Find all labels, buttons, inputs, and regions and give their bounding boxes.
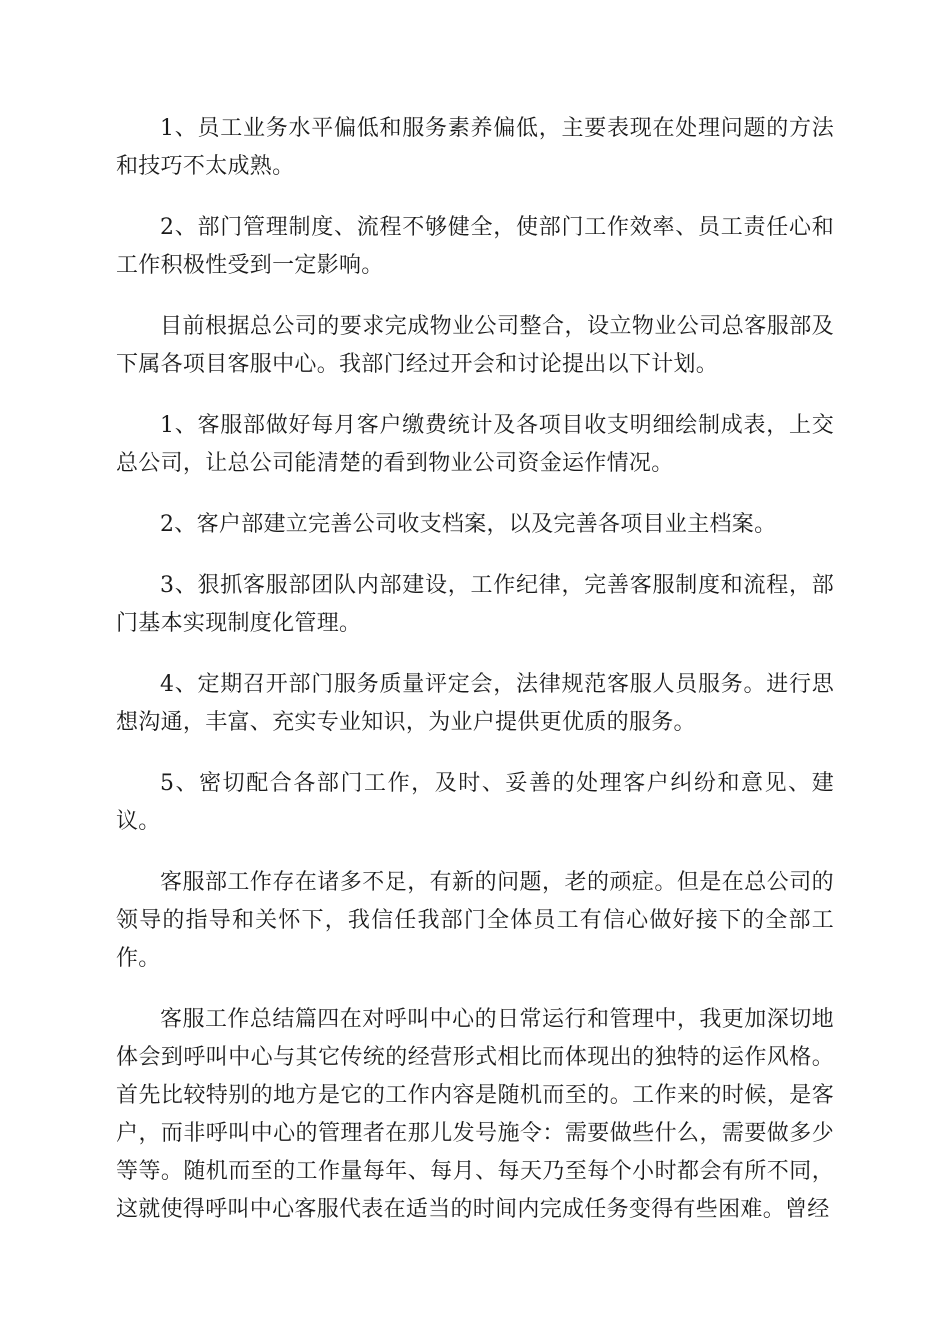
paragraph-8: 5、密切配合各部门工作，及时、妥善的处理客户纠纷和意见、建议。 <box>116 771 834 834</box>
paragraph-5: 2、客户部建立完善公司收支档案，以及完善各项目业主档案。 <box>160 512 777 537</box>
paragraph-10: 客服工作总结篇四在对呼叫中心的日常运行和管理中，我更加深切地体会到呼叫中心与其它传统的经营形式相比而体现出的独特的运作风格。首先比较特别的地方是它的工作内容是随机而至的。工作来的时候，是客户，而非呼叫中心的管理者在那儿发号施令：需要做些什么，需要做多少等等。随机而至的工作量每年、每月、每天乃至每个小时都会有所不同，这就使得呼叫中心客服代表在适当的时间内完成任务变得有些困难。曾经 <box>116 1007 834 1222</box>
paragraph-1: 1、员工业务水平偏低和服务素养偏低，主要表现在处理问题的方法和技巧不太成熟。 <box>116 116 834 179</box>
document-body <box>116 110 834 1252</box>
paragraph-9: 客服部工作存在诸多不足，有新的问题，老的顽症。但是在总公司的领导的指导和关怀下，我信任我部门全体员工有信心做好接下的全部工作。 <box>116 870 834 971</box>
paragraph-3: 目前根据总公司的要求完成物业公司整合，设立物业公司总客服部及下属各项目客服中心。我部门经过开会和讨论提出以下计划。 <box>116 314 834 377</box>
paragraph-2: 2、部门管理制度、流程不够健全，使部门工作效率、员工责任心和工作积极性受到一定影响。 <box>116 215 834 278</box>
paragraph-4: 1、客服部做好每月客户缴费统计及各项目收支明细绘制成表，上交总公司，让总公司能清楚的看到物业公司资金运作情况。 <box>116 413 834 476</box>
paragraph-6: 3、狠抓客服部团队内部建设，工作纪律，完善客服制度和流程，部门基本实现制度化管理。 <box>116 573 834 636</box>
paragraph-7: 4、定期召开部门服务质量评定会，法律规范客服人员服务。进行思想沟通，丰富、充实专业知识，为业户提供更优质的服务。 <box>116 672 834 735</box>
